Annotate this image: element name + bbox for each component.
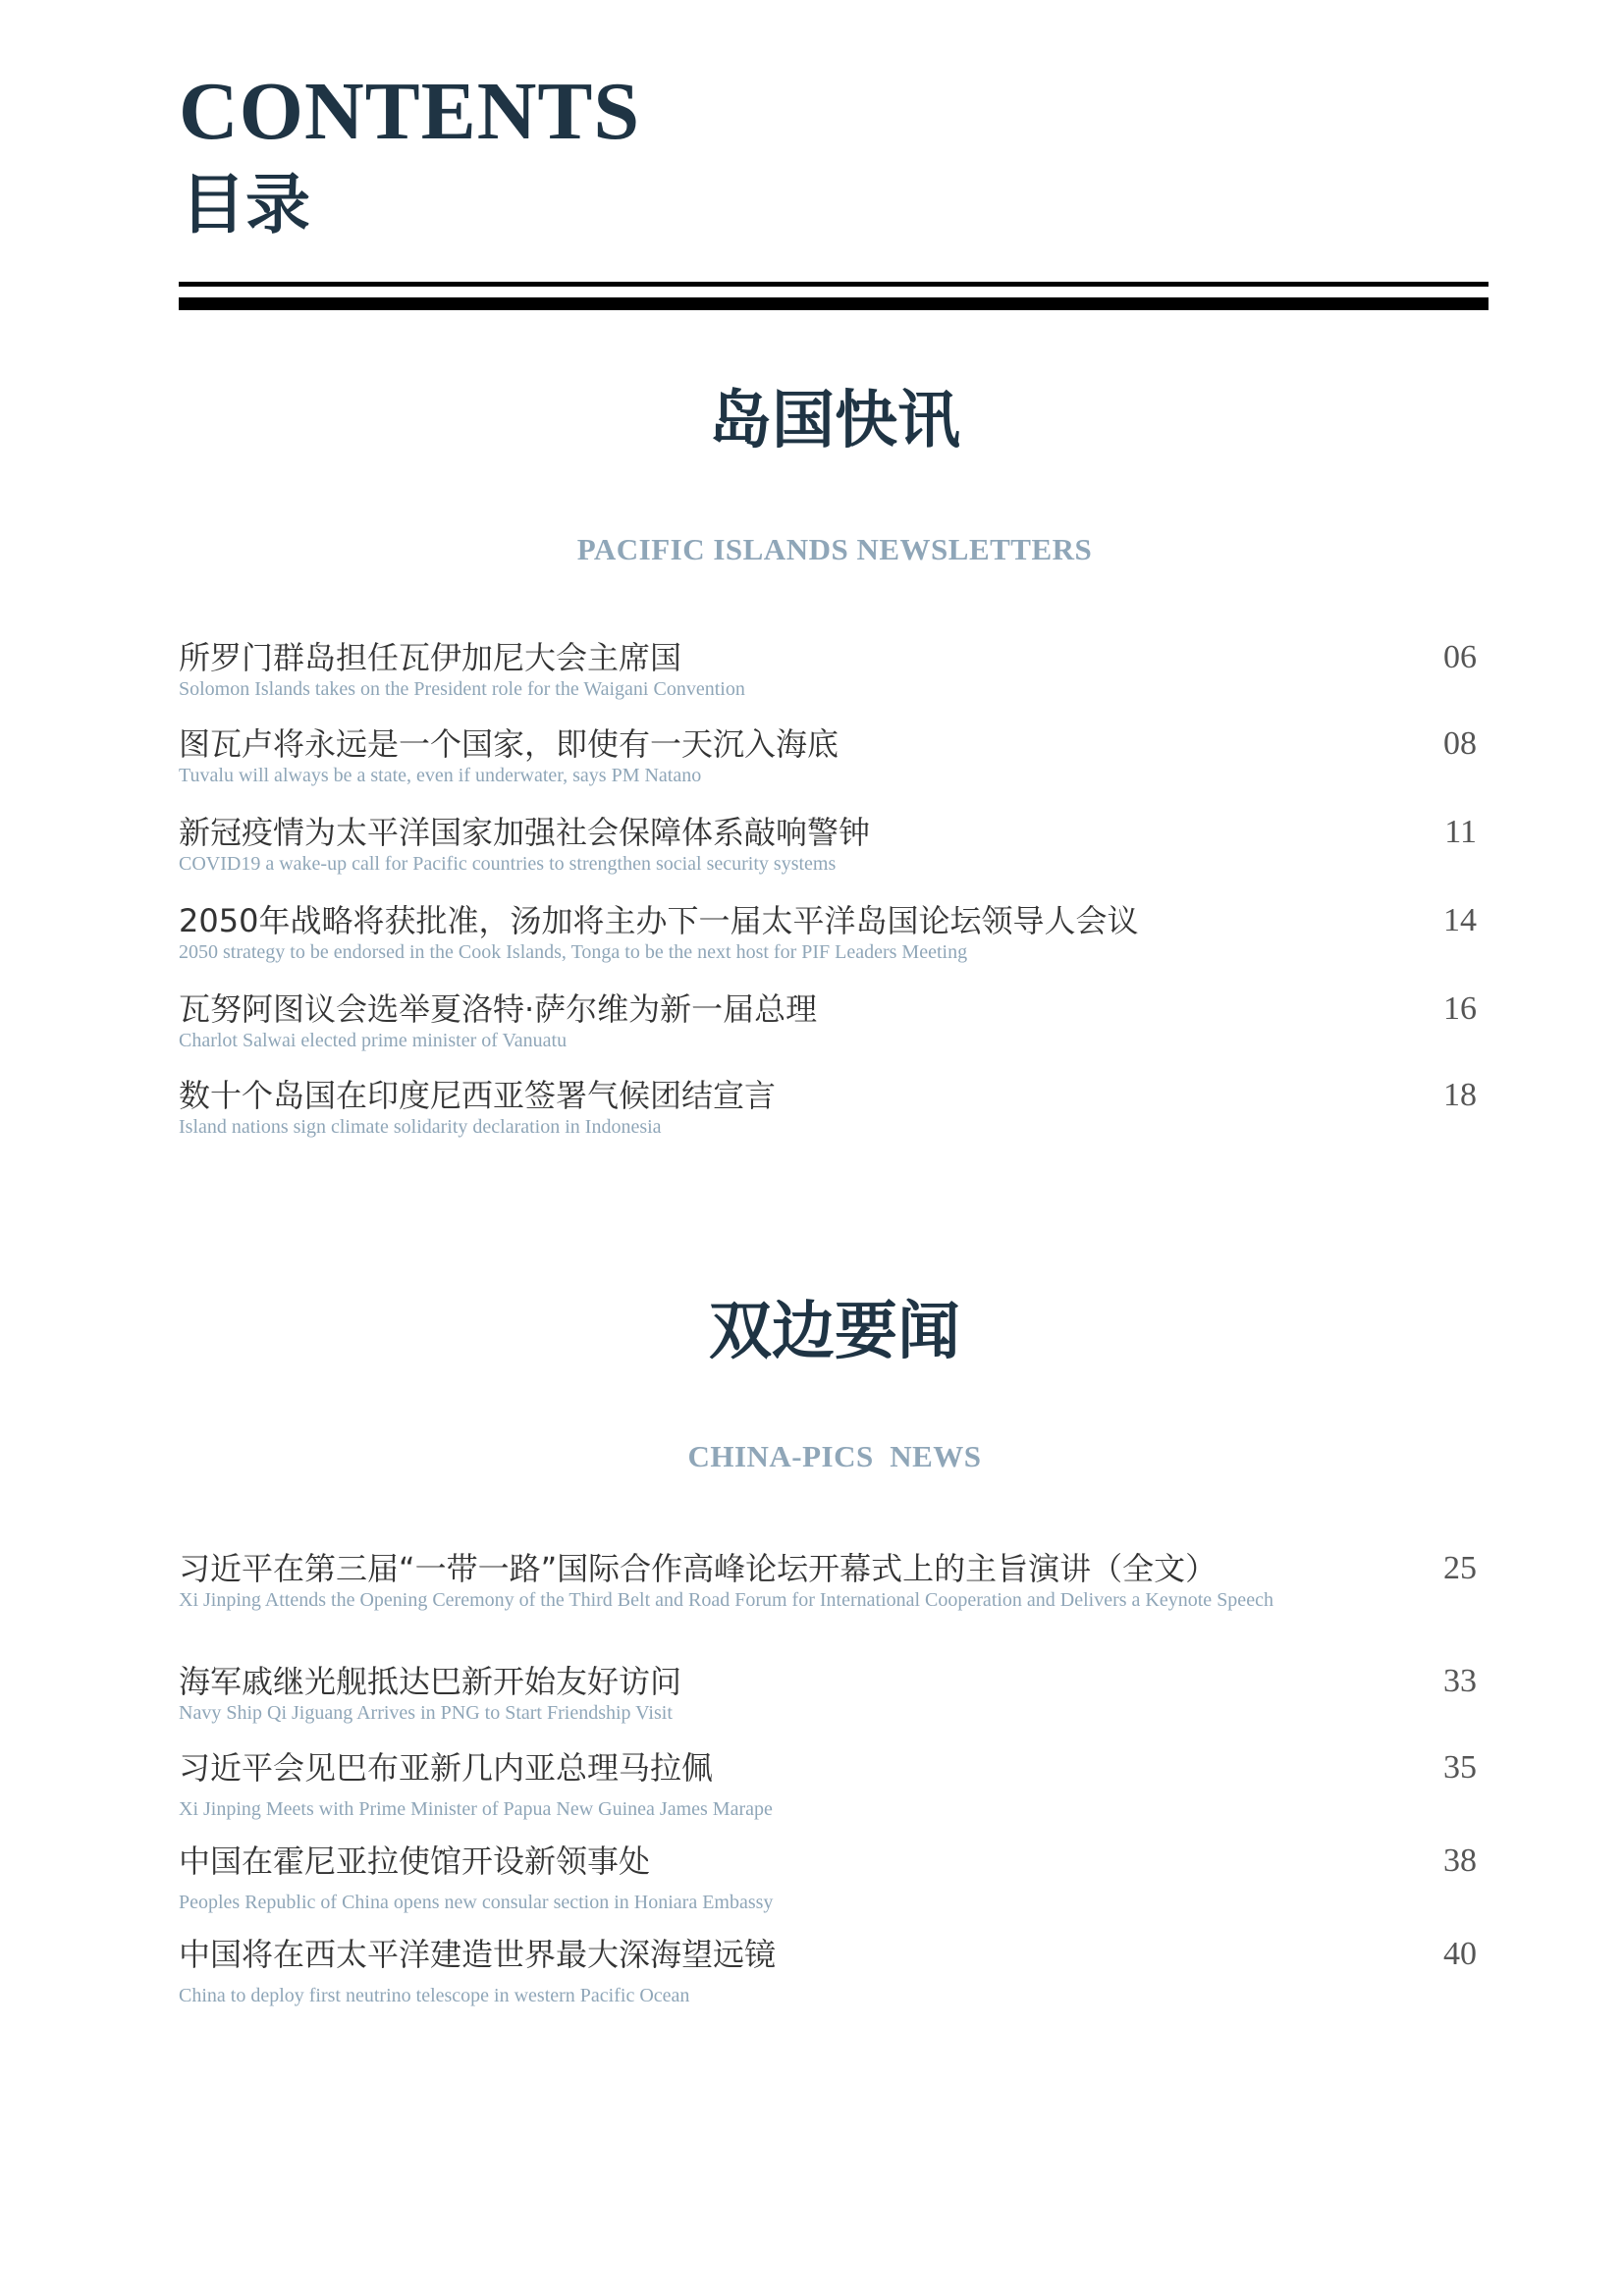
toc-entry[interactable] xyxy=(179,1076,1489,1140)
entry-title-en: Island nations sign climate solidarity declaration in Indonesia xyxy=(179,1116,662,1138)
entry-title-en: Peoples Republic of China opens new consular section in Honiara Embassy xyxy=(179,1892,774,1913)
toc-entry[interactable] xyxy=(179,1842,1489,1915)
toc-entry[interactable] xyxy=(179,638,1489,702)
page-number: 25 xyxy=(1443,1550,1477,1586)
page-number: 40 xyxy=(1443,1936,1477,1972)
entry-title-zh: 图瓦卢将永远是一个国家，即使有一天沉入海底 xyxy=(179,725,839,763)
toc-entry[interactable] xyxy=(179,813,1489,877)
toc-entry[interactable] xyxy=(179,1549,1489,1613)
toc-entry[interactable] xyxy=(179,901,1489,965)
entry-title-en: Solomon Islands takes on the President role for the Waigani Convention xyxy=(179,678,745,700)
toc-entry[interactable] xyxy=(179,989,1489,1053)
entry-title-zh: 数十个岛国在印度尼西亚签署气候团结宣言 xyxy=(179,1077,777,1114)
page-title: CONTENTS xyxy=(179,66,641,157)
entry-title-zh: 中国将在西太平洋建造世界最大深海望远镜 xyxy=(179,1936,777,1973)
page-number: 16 xyxy=(1443,990,1477,1027)
entry-title-zh: 所罗门群岛担任瓦伊加尼大会主席国 xyxy=(179,639,682,676)
section-subtitle: CHINA-PICS NEWS xyxy=(687,1439,982,1473)
page-number: 14 xyxy=(1443,902,1477,938)
entry-title-en: Tuvalu will always be a state, even if underwater, says PM Natano xyxy=(179,765,702,786)
section-title: 岛国快讯 xyxy=(709,385,960,457)
page-number: 06 xyxy=(1443,639,1477,675)
section-subtitle: PACIFIC ISLANDS NEWSLETTERS xyxy=(576,532,1093,566)
entry-title-zh: 习近平会见巴布亚新几内亚总理马拉佩 xyxy=(179,1749,714,1787)
entry-title-en: Charlot Salwai elected prime minister of Vanuatu xyxy=(179,1030,568,1051)
entry-title-en: Xi Jinping Meets with Prime Minister of Papua New Guinea James Marape xyxy=(179,1798,773,1820)
entry-title-en: China to deploy first neutrino telescope in western Pacific Ocean xyxy=(179,1985,690,2006)
entry-title-en: COVID19 a wake-up call for Pacific countries to strengthen social security systems xyxy=(179,853,837,875)
entry-title-en: Xi Jinping Attends the Opening Ceremony of the Third Belt and Road Forum for International Cooperation and Delivers a Keynote Speech xyxy=(179,1589,1273,1611)
entry-title-en: 2050 strategy to be endorsed in the Cook Islands, Tonga to be the next host for PIF Leaders Meeting xyxy=(179,941,968,963)
entry-title-zh: 习近平在第三届“一带一路”国际合作高峰论坛开幕式上的主旨演讲（全文） xyxy=(179,1550,1218,1587)
divider-thin xyxy=(179,282,1489,287)
page-number: 38 xyxy=(1443,1842,1477,1879)
entry-title-en: Navy Ship Qi Jiguang Arrives in PNG to Start Friendship Visit xyxy=(179,1702,673,1724)
entry-title-zh: 瓦努阿图议会选举夏洛特·萨尔维为新一届总理 xyxy=(179,990,818,1028)
entry-title-zh: 海军戚继光舰抵达巴新开始友好访问 xyxy=(179,1663,682,1700)
divider-thick xyxy=(179,297,1489,310)
toc-entry[interactable] xyxy=(179,1935,1489,2008)
entry-title-zh: 中国在霍尼亚拉使馆开设新领事处 xyxy=(179,1842,651,1880)
toc-entry[interactable] xyxy=(179,1748,1489,1822)
page-number: 08 xyxy=(1443,725,1477,762)
toc-entry[interactable] xyxy=(179,1662,1489,1726)
section-title: 双边要闻 xyxy=(709,1296,960,1368)
toc-entry[interactable] xyxy=(179,724,1489,788)
page-number: 18 xyxy=(1443,1077,1477,1113)
page-number: 33 xyxy=(1443,1663,1477,1699)
entry-title-zh: 2050年战略将获批准，汤加将主办下一届太平洋岛国论坛领导人会议 xyxy=(179,902,1139,939)
page-number: 35 xyxy=(1443,1749,1477,1786)
page-title-chinese: 目录 xyxy=(181,167,310,242)
page-number: 11 xyxy=(1444,814,1477,850)
entry-title-zh: 新冠疫情为太平洋国家加强社会保障体系敲响警钟 xyxy=(179,814,871,851)
